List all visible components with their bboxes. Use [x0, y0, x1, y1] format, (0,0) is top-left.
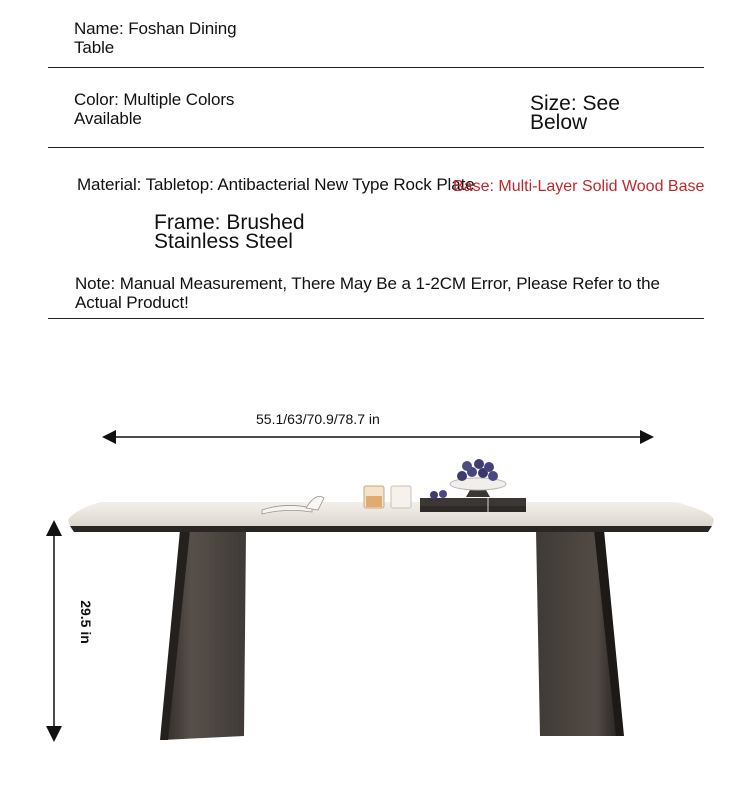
divider — [48, 147, 704, 148]
divider — [48, 67, 704, 68]
spec-color: Color: Multiple Colors Available — [74, 90, 235, 128]
spec-base: Base: Multi-Layer Solid Wood Base — [453, 178, 705, 195]
width-dimension-label: 55.1/63/70.9/78.7 in — [256, 411, 380, 427]
table-leg-right — [536, 530, 624, 736]
dining-table-illustration — [0, 450, 750, 750]
book-stack-decor — [420, 498, 526, 512]
spec-material: Material: Tabletop: Antibacterial New Type Rock Plate — [77, 175, 475, 194]
spec-note: Note: Manual Measurement, There May Be a 1-2CM Error, Please Refer to the Actual Product! — [75, 274, 660, 312]
width-dimension-arrow — [100, 428, 656, 446]
height-dimension-label: 29.5 in — [78, 600, 94, 644]
table-leg-left — [160, 530, 246, 740]
divider — [48, 318, 704, 319]
spec-size: Size: See Below — [530, 92, 620, 134]
spec-frame: Frame: Brushed Stainless Steel — [154, 211, 305, 253]
spec-name: Name: Foshan Dining Table — [74, 19, 237, 57]
fruit-bowl-decor — [430, 459, 506, 499]
